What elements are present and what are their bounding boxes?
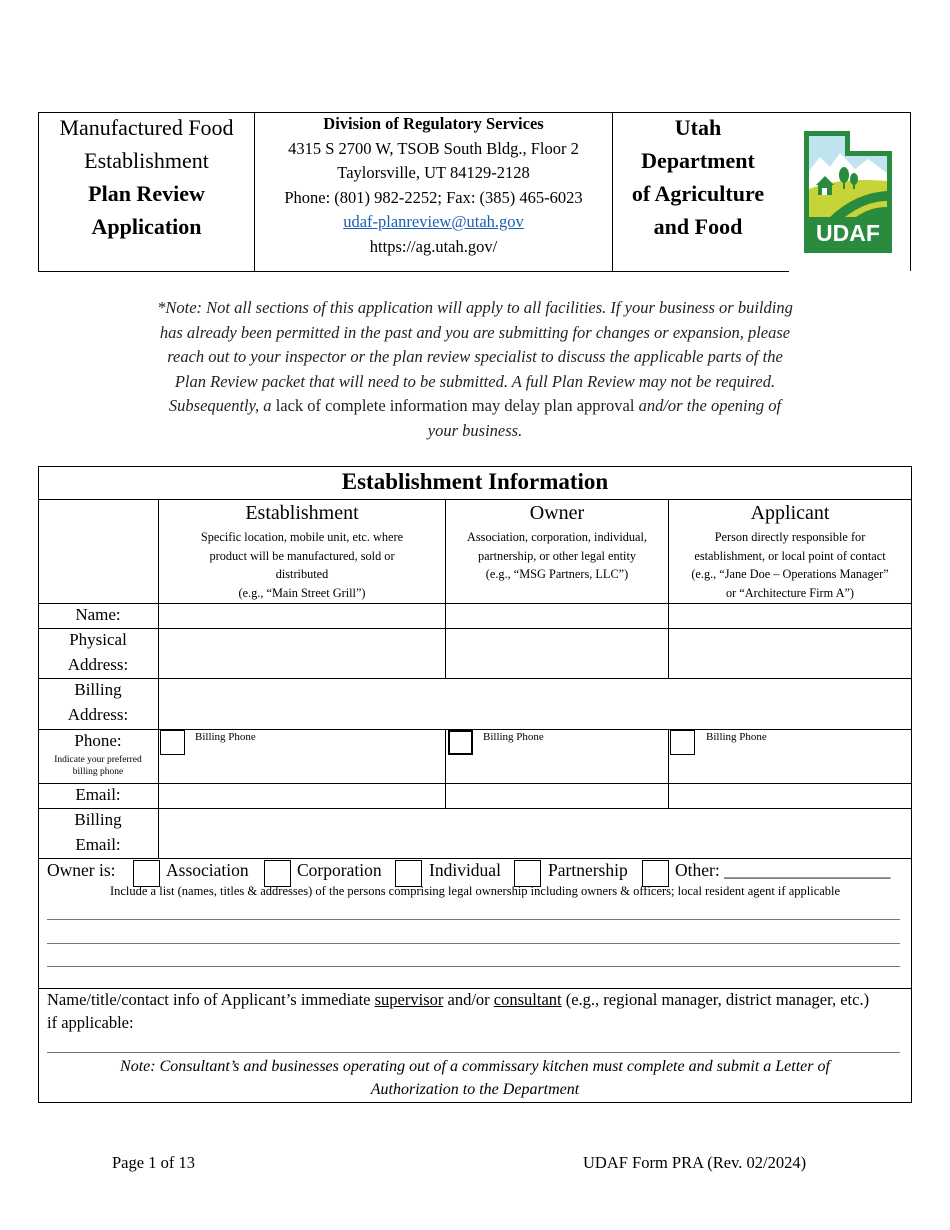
- ownership-line-1[interactable]: [47, 919, 900, 920]
- owner-type-corporation-label: Corporation: [297, 860, 382, 880]
- header-bottom-border: [38, 271, 789, 272]
- address-line-1: 4315 S 2700 W, TSOB South Bldg., Floor 2: [288, 138, 579, 158]
- establishment-email-input[interactable]: [159, 784, 444, 808]
- logo-text: UDAF: [816, 220, 880, 246]
- website: https://ag.utah.gov/: [369, 236, 498, 256]
- owner-type-individual-label: Individual: [429, 860, 501, 880]
- owner-type-other-checkbox[interactable]: [642, 860, 669, 887]
- email-link[interactable]: udaf-planreview@utah.gov: [343, 212, 524, 231]
- owner-type-association-checkbox[interactable]: [133, 860, 160, 887]
- form-revision: UDAF Form PRA (Rev. 02/2024): [583, 1153, 807, 1172]
- ownership-line-2[interactable]: [47, 943, 900, 944]
- establishment-address-input[interactable]: [159, 629, 444, 678]
- agency-name: Utah Department of Agriculture and Food: [631, 115, 765, 239]
- supervisor-input-line[interactable]: [47, 1052, 900, 1053]
- label-name: Name:: [75, 605, 121, 624]
- owner-is-label: Owner is:: [47, 860, 116, 880]
- address-line-2: Taylorsville, UT 84129-2128: [337, 163, 530, 182]
- establishment-name-input[interactable]: [159, 604, 444, 628]
- label-billing-address: Billing Address:: [67, 680, 129, 724]
- form-title: Manufactured Food Establishment Plan Review Application: [59, 115, 234, 239]
- col-applicant: Applicant Person directly responsible for establishment, or local point of contact (e.g., “Jane Doe – Operations Manager” or “Architecture Firm A”): [691, 502, 889, 600]
- billing-email-input[interactable]: [159, 809, 911, 858]
- owner-billing-phone-checkbox[interactable]: [448, 730, 473, 755]
- application-note: *Note: Not all sections of this application will apply to all facilities. If your business or building has already been permitted in the past and you are submitting for changes or expansion, please reach out to your inspector or the plan review specialist to discuss the applicable parts of the Plan Review packet that will need to be submitted. A full Plan Review may not be required. Subsequently, a lack of complete information may delay plan approval and/or the opening of your business.: [157, 298, 793, 440]
- col-establishment: Establishment Specific location, mobile unit, etc. where product will be manufactured, sold or distributed (e.g., “Main Street Grill”): [200, 502, 404, 600]
- supervisor-prompt: Name/title/contact info of Applicant’s immediate supervisor and/or consultant (e.g., regional manager, district manager, etc.) if applicable:: [47, 990, 870, 1032]
- phone-fax: Phone: (801) 982-2252; Fax: (385) 465-6023: [284, 187, 583, 207]
- ownership-instructions: Include a list (names, titles & addresses) of the persons comprising legal ownership including owners & officers; local resident agent if applicable: [109, 884, 841, 898]
- owner-type-partnership-label: Partnership: [548, 860, 628, 880]
- page-number: Page 1 of 13: [112, 1153, 195, 1172]
- applicant-address-input[interactable]: [669, 629, 911, 678]
- owner-type-association-label: Association: [166, 860, 249, 880]
- label-billing-email: Billing Email:: [74, 810, 122, 854]
- owner-address-input[interactable]: [446, 629, 667, 678]
- applicant-billing-phone-label: Billing Phone: [706, 731, 767, 743]
- applicant-billing-phone-checkbox[interactable]: [670, 730, 695, 755]
- commissary-note: Note: Consultant’s and businesses operating out of a commissary kitchen must complete and submit a Letter of Authorization to the Department: [120, 1058, 830, 1098]
- establishment-billing-phone-label: Billing Phone: [195, 731, 256, 743]
- applicant-name-input[interactable]: [669, 604, 911, 628]
- ownership-line-3[interactable]: [47, 966, 900, 967]
- establishment-billing-phone-checkbox[interactable]: [160, 730, 185, 755]
- owner-name-input[interactable]: [446, 604, 667, 628]
- applicant-email-input[interactable]: [669, 784, 911, 808]
- table-title: Establishment Information: [341, 469, 609, 494]
- udaf-logo: [800, 131, 896, 255]
- col-owner: Owner Association, corporation, individual, partnership, or other legal entity (e.g., “MSG Partners, LLC”): [467, 502, 647, 581]
- owner-billing-phone-label: Billing Phone: [483, 731, 544, 743]
- billing-address-input[interactable]: [159, 679, 911, 729]
- owner-type-individual-checkbox[interactable]: [395, 860, 422, 887]
- owner-type-other-label[interactable]: Other: ___________________: [675, 860, 891, 880]
- owner-type-corporation-checkbox[interactable]: [264, 860, 291, 887]
- division-name: Division of Regulatory Services: [323, 114, 544, 133]
- owner-type-partnership-checkbox[interactable]: [514, 860, 541, 887]
- owner-email-input[interactable]: [446, 784, 667, 808]
- label-physical-address: Physical Address:: [67, 630, 129, 674]
- label-phone: Phone: Indicate your preferred billing phone: [54, 731, 142, 777]
- division-contact: [255, 112, 612, 259]
- label-email: Email:: [75, 785, 121, 804]
